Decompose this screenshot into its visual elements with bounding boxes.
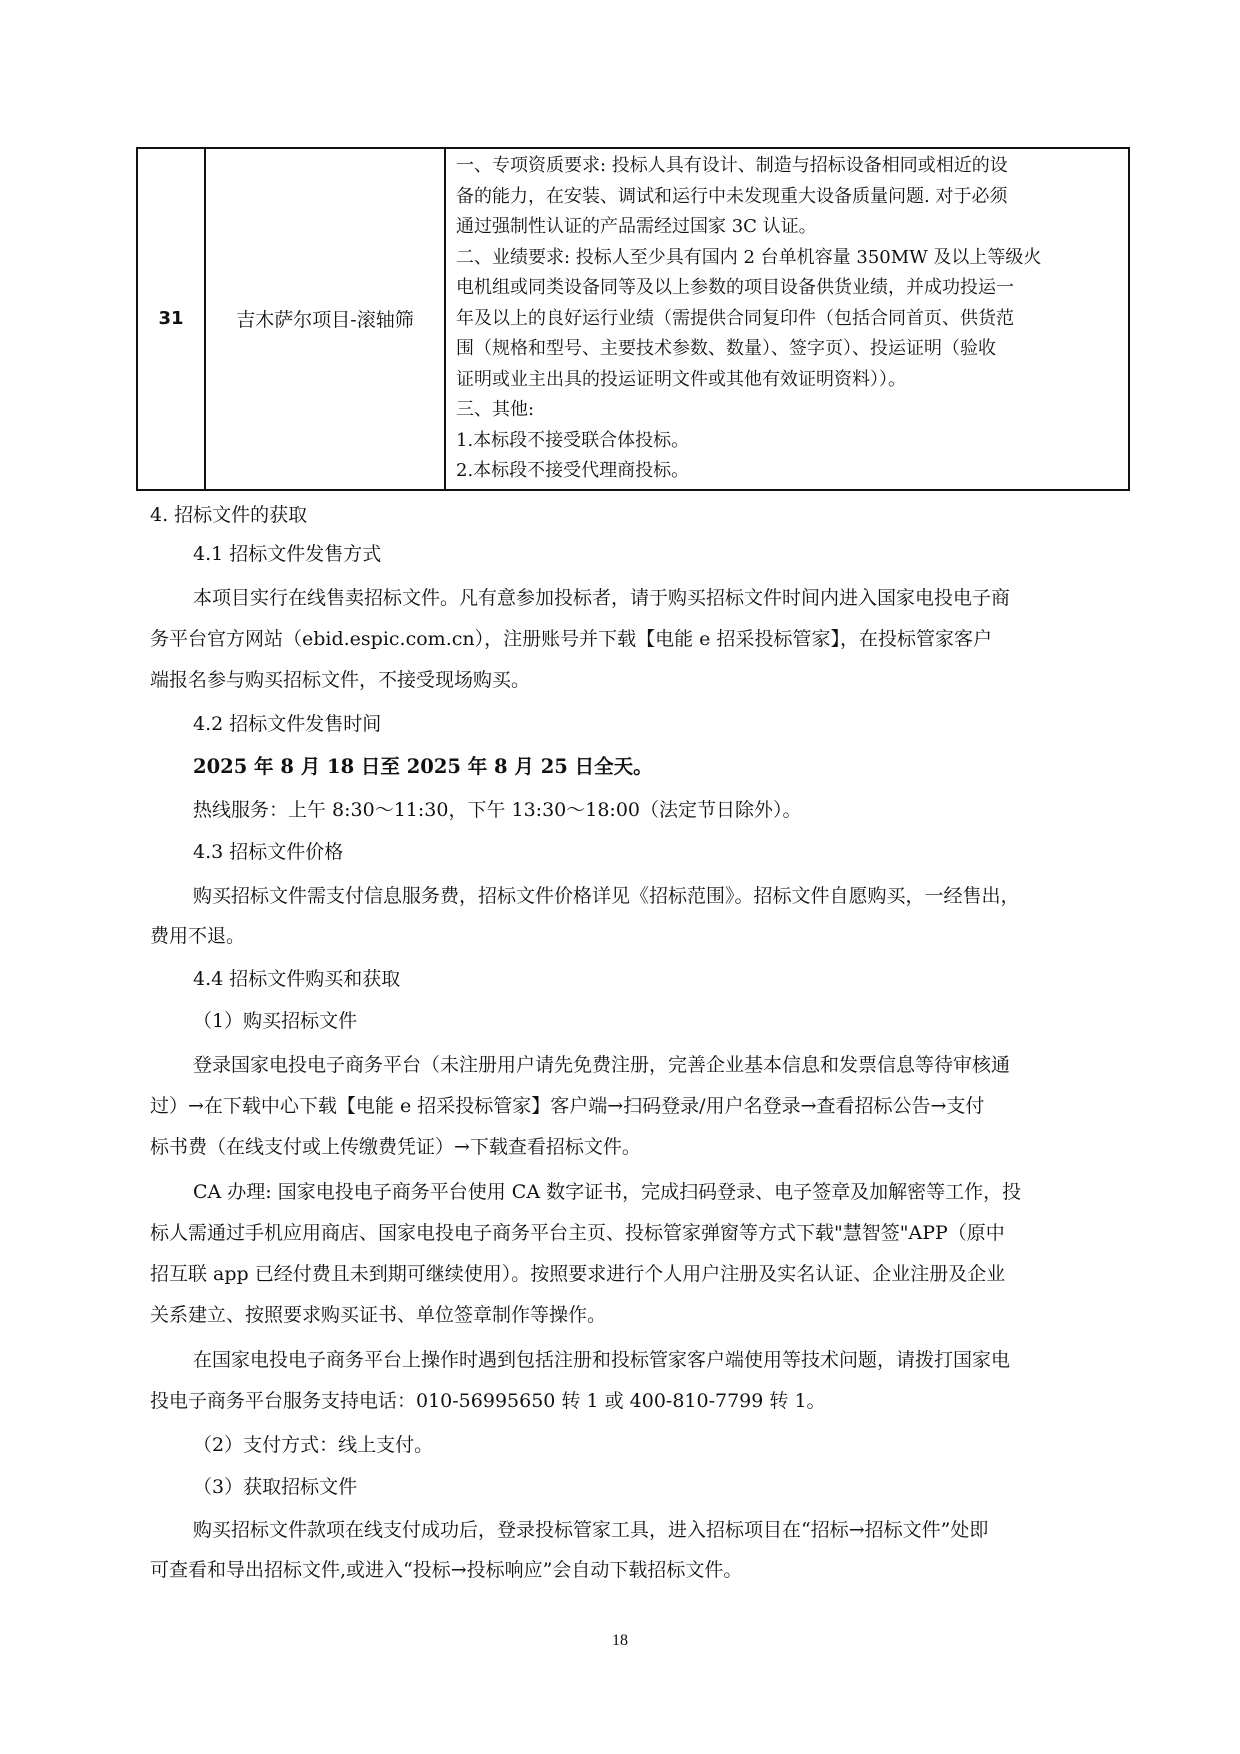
paragraph-line: 本项目实行在线售卖招标文件。凡有意参加投标者，请于购买招标文件时间内进入国家电投电子商 [193,587,1011,609]
subsection-heading-4-4: 4.4 招标文件购买和获取 [193,968,401,990]
paragraph-line: 务平台官方网站（ebid.espic.com.cn），注册账号并下载【电能 e 招采投标管家】，在投标管家客户 [150,628,992,650]
requirement-line: 一、专项资质要求: 投标人具有设计、制造与招标设备相同或相近的设 [456,155,1008,176]
requirement-line: 1.本标段不接受联合体投标。 [456,429,690,451]
requirement-line: 2.本标段不接受代理商投标。 [456,460,690,481]
paragraph-line: 在国家电投电子商务平台上操作时遇到包括注册和投标管家客户端使用等技术问题，请拨打国家电 [193,1349,1011,1371]
paragraph-line: 过）→在下载中心下载【电能 e 招采投标管家】客户端→扫码登录/用户名登录→查看招标公告→支付 [150,1095,985,1117]
requirement-line: 围（规格和型号、主要技术参数、数量）、签字页）、投运证明（验收 [456,338,996,359]
paragraph-line: 投电子商务平台服务支持电话：010-56995650 转 1 或 400-810-7799 转 1。 [150,1390,826,1412]
paragraph-line: 登录国家电投电子商务平台（未注册用户请先免费注册，完善企业基本信息和发票信息等待审核通 [193,1054,1011,1076]
requirements-cell [445,148,1129,490]
item-heading-1: （1）购买招标文件 [193,1010,358,1032]
subsection-heading-4-3: 4.3 招标文件价格 [193,841,344,863]
paragraph-line: 关系建立、按照要求购买证书、单位签章制作等操作。 [150,1304,607,1326]
requirement-line: 电机组或同类设备同等及以上参数的项目设备供货业绩，并成功投运一 [456,277,1014,298]
item-name-cell: 吉木萨尔项目-滚轴筛 [205,148,445,490]
requirement-line: 备的能力，在安装、调试和运行中未发现重大设备质量问题. 对于必须 [456,185,1008,207]
requirements-table [136,147,1130,491]
section-heading-4: 4. 招标文件的获取 [150,504,308,526]
paragraph-line: CA 办理: 国家电投电子商务平台使用 CA 数字证书，完成扫码登录、电子签章及加解密等工作，投 [193,1181,1022,1203]
paragraph-line: 招互联 app 已经付费且未到期可继续使用）。按照要求进行个人用户注册及实名认证、企业注册及企业 [150,1263,1006,1285]
page-number: 18 [612,1632,628,1649]
requirement-line: 年及以上的良好运行业绩（需提供合同复印件（包括合同首页、供货范 [456,307,1014,329]
paragraph-line: 费用不退。 [150,925,246,947]
paragraph-line: 标人需通过手机应用商店、国家电投电子商务平台主页、投标管家弹窗等方式下载"慧智签"APP（原中 [150,1222,1005,1244]
subsection-heading-4-1: 4.1 招标文件发售方式 [193,543,382,565]
sale-period: 2025 年 8 月 18 日至 2025 年 8 月 25 日全天。 [193,755,653,778]
paragraph-line: 端报名参与购买招标文件，不接受现场购买。 [150,669,531,691]
hotline-service: 热线服务：上午 8:30～11:30，下午 13:30～18:00（法定节日除外）。 [193,799,802,821]
paragraph-line: 购买招标文件款项在线支付成功后，登录投标管家工具，进入招标项目在“招标→招标文件”处即 [193,1519,989,1541]
paragraph-line: 可查看和导出招标文件,或进入“投标→投标响应”会自动下载招标文件。 [150,1559,743,1581]
requirement-line: 三、其他: [456,399,535,420]
table-row [137,148,1129,490]
subsection-heading-4-2: 4.2 招标文件发售时间 [193,713,382,735]
item-heading-3: （3）获取招标文件 [193,1476,358,1498]
requirement-line: 证明或业主出具的投运证明文件或其他有效证明资料））。 [456,368,906,390]
paragraph-line: 购买招标文件需支付信息服务费，招标文件价格详见《招标范围》。招标文件自愿购买，一经售出， [193,885,1020,907]
item-heading-2: （2）支付方式：线上支付。 [193,1434,434,1456]
row-number-cell: 31 [137,148,205,490]
requirement-line: 通过强制性认证的产品需经过国家 3C 认证。 [456,216,817,237]
paragraph-line: 标书费（在线支付或上传缴费凭证）→下载查看招标文件。 [150,1136,641,1158]
requirement-line: 二、业绩要求: 投标人至少具有国内 2 台单机容量 350MW 及以上等级火 [456,246,1042,268]
